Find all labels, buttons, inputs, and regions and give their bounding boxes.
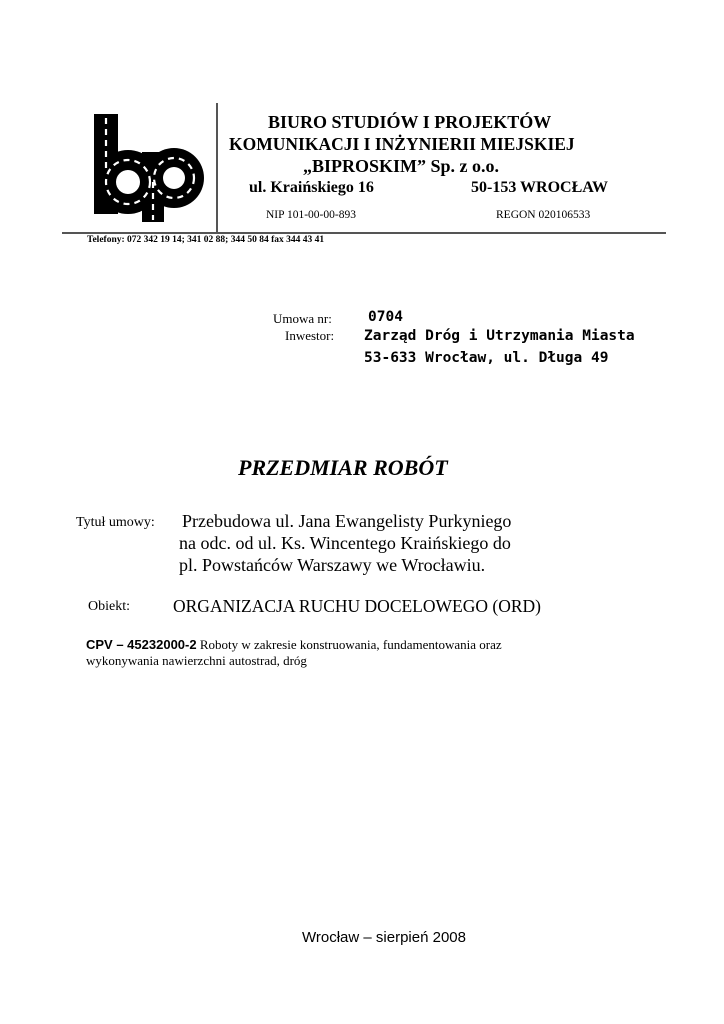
company-logo [94,112,206,224]
obiekt-label: Obiekt: [88,599,130,614]
header-horizontal-divider [62,232,666,234]
document-title: PRZEDMIAR ROBÓT [238,455,448,480]
tytul-line2: na odc. od ul. Ks. Wincentego Kraińskiego do [179,533,511,553]
place-date: Wrocław – sierpień 2008 [302,929,466,946]
tytul-line3: pl. Powstańców Warszawy we Wrocławiu. [179,555,486,575]
investor-line1: Zarząd Dróg i Utrzymania Miasta [364,328,635,344]
company-name-line2: KOMUNIKACJI I INŻYNIERII MIEJSKIEJ [229,134,575,154]
tytul-label: Tytuł umowy: [76,515,155,530]
company-name-line1: BIURO STUDIÓW I PROJEKTÓW [268,112,552,132]
company-name-line3: „BIPROSKIM” Sp. z o.o. [303,156,500,176]
contract-number-label: Umowa nr: [273,311,332,326]
header-vertical-divider [216,103,218,232]
company-street: ul. Kraińskiego 16 [249,179,374,196]
cpv-description-1: Roboty w zakresie konstruowania, fundamentowania oraz [196,637,502,652]
contract-number: 0704 [368,309,403,325]
company-nip: NIP 101-00-00-893 [266,209,356,221]
investor-line2: 53-633 Wrocław, ul. Długa 49 [364,350,609,366]
company-regon: REGON 020106533 [496,209,591,221]
cpv-line1 [86,637,502,653]
tytul-line1: Przebudowa ul. Jana Ewangelisty Purkyniego [182,511,512,531]
obiekt-value: ORGANIZACJA RUCHU DOCELOWEGO (ORD) [173,596,541,616]
bp-road-logo-icon [94,112,206,224]
cpv-code: CPV – 45232000-2 [86,637,197,652]
company-phones: Telefony: 072 342 19 14; 341 02 88; 344 50 84 fax 344 43 41 [87,235,325,245]
company-city: 50-153 WROCŁAW [471,179,609,196]
investor-label: Inwestor: [285,328,335,343]
cpv-description-2: wykonywania nawierzchni autostrad, dróg [86,653,307,668]
